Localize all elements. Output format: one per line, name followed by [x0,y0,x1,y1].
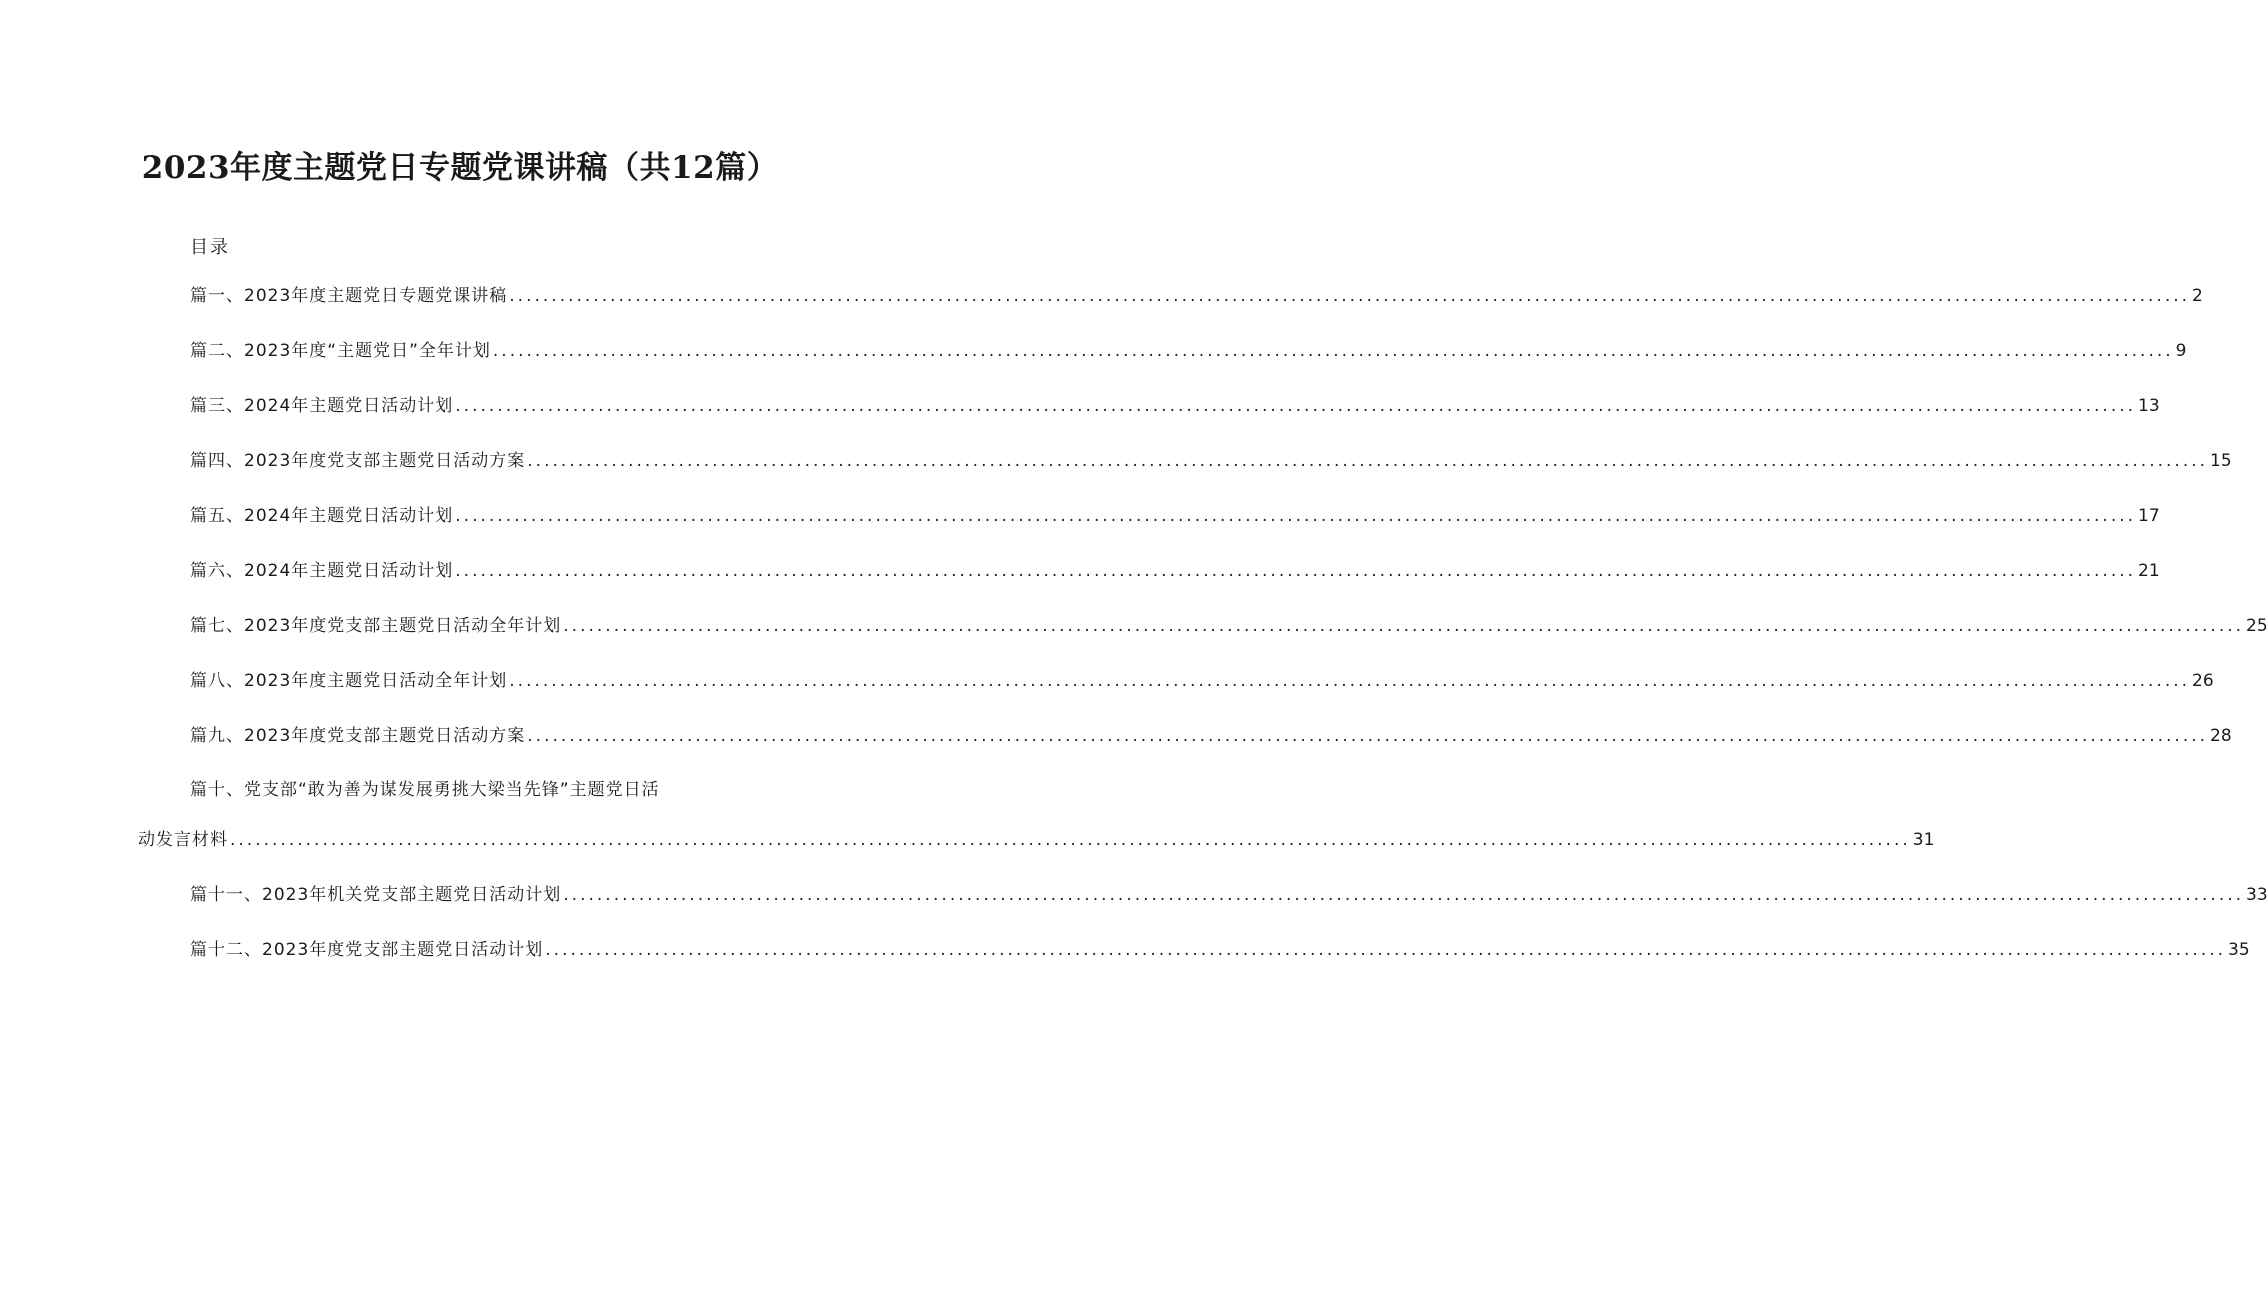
toc-page-number: 26 [2192,671,2214,691]
toc-page-number: 15 [2210,451,2232,471]
toc-entry-label: 篇二、2023年度“主题党日”全年计划 [190,341,491,361]
toc-leader-dots: ........................................................................................................................................................................................................ [527,451,2209,471]
toc-entry-11[interactable] [190,881,2268,909]
page-title: 2023年度主题党日专题党课讲稿（共12篇） [141,150,779,186]
toc-entry-label: 篇一、2023年度主题党日专题党课讲稿 [190,286,508,306]
toc-entry-5[interactable] [190,502,2160,530]
toc-entry-label: 篇九、2023年度党支部主题党日活动方案 [190,726,526,746]
toc-entry-10[interactable] [138,826,1935,854]
toc-page-number: 21 [2138,561,2160,581]
toc-entry-label: 篇六、2024年主题党日活动计划 [190,561,454,581]
toc-entry-label: 篇十一、2023年机关党支部主题党日活动计划 [190,885,562,905]
toc-entry-10-line1[interactable]: 篇十、党支部“敢为善为谋发展勇挑大梁当先锋”主题党日活 [190,780,660,800]
toc-entry-label: 篇四、2023年度党支部主题党日活动方案 [190,451,526,471]
toc-entry-7[interactable] [190,612,2268,640]
toc-leader-dots: ........................................................................................................................................................................................................ [492,341,2174,361]
toc-leader-dots: ........................................................................................................................................................................................................ [509,671,2191,691]
toc-leader-dots: ........................................................................................................................................................................................................ [509,286,2191,306]
toc-page-number: 13 [2138,396,2160,416]
toc-leader-dots: ........................................................................................................................................................................................................ [455,396,2137,416]
toc-leader-dots: ........................................................................................................................................................................................................ [563,616,2245,636]
toc-heading: 目录 [190,237,230,258]
toc-leader-dots: ........................................................................................................................................................................................................ [563,885,2245,905]
toc-entry-label: 篇五、2024年主题党日活动计划 [190,506,454,526]
toc-page-number: 9 [2175,341,2187,361]
toc-page-number: 35 [2228,940,2250,960]
toc-leader-dots: ........................................................................................................................................................................................................ [527,726,2209,746]
toc-page-number: 31 [1912,830,1935,850]
toc-page-number: 25 [2246,616,2268,636]
toc-entry-6[interactable] [190,557,2160,585]
toc-page-number: 33 [2246,885,2268,905]
toc-entry-9[interactable] [190,722,2232,750]
toc-entry-label: 篇八、2023年度主题党日活动全年计划 [190,671,508,691]
toc-entry-2[interactable] [190,337,2187,365]
toc-page-number: 2 [2192,286,2203,306]
toc-entry-1[interactable] [190,282,2203,310]
toc-entry-label: 篇十二、2023年度党支部主题党日活动计划 [190,940,544,960]
toc-entry-3[interactable] [190,392,2160,420]
toc-entry-4[interactable] [190,447,2232,475]
toc-entry-label: 篇七、2023年度党支部主题党日活动全年计划 [190,616,562,636]
toc-entry-label: 篇三、2024年主题党日活动计划 [190,396,454,416]
toc-leader-dots: ........................................................................................................................................................................................................ [455,506,2137,526]
toc-leader-dots: ........................................................................................................................................................................................................ [545,940,2227,960]
toc-entry-8[interactable] [190,667,2214,695]
toc-page-number: 17 [2138,506,2160,526]
toc-entry-label: 动发言材料 [138,830,228,850]
toc-page-number: 28 [2210,726,2232,746]
toc-entry-12[interactable] [190,936,2250,964]
toc-leader-dots: ........................................................................................................................................................................................................ [230,830,1911,850]
toc-leader-dots: ........................................................................................................................................................................................................ [455,561,2137,581]
